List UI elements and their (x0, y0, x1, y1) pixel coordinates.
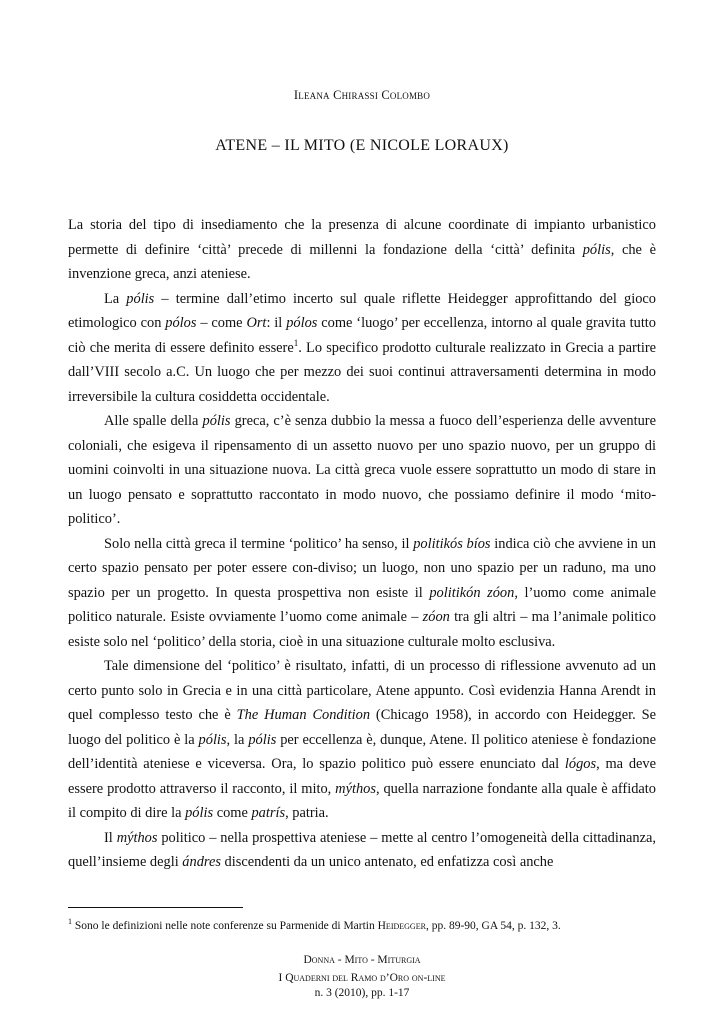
text-run: , pp. 89-90, GA 54, p. 132, 3. (425, 920, 561, 932)
footnote-rule (68, 907, 243, 908)
paragraph (68, 409, 656, 532)
text-run: indica ciò che avviene in un certo spazio pensato per poter essere con-diviso; un luogo, non uno spazio per un raduno, ma uno spazio per un progetto. In questa prospettiva non esiste il (68, 535, 656, 601)
text-run: discendenti da un unico antenato, ed enfatizza così anche (220, 854, 554, 870)
text-run: come ‘luogo’ per eccellenza, intorno al quale gravita tutto ciò che merita di essere definito essere (68, 315, 657, 356)
italic-term: The Human Condition (236, 707, 371, 723)
text-run: Sono le definizioni nelle note conferenze su Parmenide di Martin (72, 920, 378, 932)
text-run: come (213, 805, 252, 821)
paragraph (68, 213, 656, 287)
text-run: , la (226, 731, 249, 748)
text-run: – come (196, 315, 247, 331)
text-run: (Chicago 1958), in accordo con Heidegger. Se luogo del politico è la (68, 707, 656, 748)
text-run: , l’uomo come animale politico naturale. Esiste ovviamente l’uomo come animale – (68, 584, 656, 625)
italic-term: Ort (246, 315, 267, 331)
text-run: – termine dall’etimo incerto sul quale riflette Heidegger approfittando del gioco etimologico con (68, 290, 657, 331)
italic-term: pólis (185, 805, 214, 821)
italic-term: pólis (202, 413, 231, 429)
text-run: , che è invenzione greca, anzi ateniese. (68, 241, 656, 282)
footnote-ref: 1 (68, 917, 72, 927)
italic-term: politikós bíos (413, 535, 491, 552)
text-run: greca, c’è senza dubbio la messa a fuoco dell’esperienza delle avventure coloniali, che esigeva il ripensamento di un assetto nuovo per uno spazio nuovo, per un gruppo di uomini coinvolti in una situazione nuova. La città greca vuole essere soprattutto un modo di stare in un luogo pensato e soprattutto raccontato in modo nuovo, che possiamo definire il modo ‘mito-politico’. (68, 413, 656, 527)
paragraph (68, 532, 656, 655)
italic-term: pólis (198, 731, 227, 748)
footnote-ref: 1 (293, 337, 299, 348)
text-run: . Lo specifico prodotto culturale realizzato in Grecia a partire dall’VIII secolo a.C. Un luogo che per mezzo dei suoi continui attraversamenti determina in modo irreversibile la cultura cosiddetta occidentale. (68, 339, 656, 405)
article-body (68, 213, 656, 875)
footer-series-title: Donna - Mito - Miturgia (303, 954, 421, 966)
italic-term: mýthos (116, 829, 158, 846)
italic-term: pólis (248, 731, 277, 748)
italic-term: patrís (251, 805, 286, 821)
text-run: Tale dimensione del ‘politico’ è risultato, infatti, di un processo di riflessione avvenuto ad un certo punto solo in Grecia e in una città particolare, Atene appunto. Così evidenzia Hanna Arendt in quel complesso testo che è (68, 658, 656, 723)
italic-term: ándres (182, 854, 221, 870)
text-run: Solo nella città greca il termine ‘politico’ ha senso, il (104, 535, 414, 552)
paragraph (68, 826, 656, 875)
italic-term: lógos (564, 756, 597, 772)
text-run: tra gli altri – ma l’animale politico esiste solo nel ‘politico’ della storia, cioè in una situazione culturale molto esclusiva. (68, 609, 657, 650)
text-run: politico – nella prospettiva ateniese – mette al centro l’omogeneità della cittadinanza, quell’insieme degli (68, 829, 657, 870)
paragraph (68, 287, 656, 410)
article-title: ATENE – IL MITO (E NICOLE LORAUX) (215, 137, 509, 154)
text-run: , quella narrazione fondante alla quale è affidato il compito di dire la (68, 780, 656, 821)
text-run: Heidegger (377, 920, 426, 932)
text-run: , ma deve essere prodotto attraverso il racconto, il mito, (68, 756, 656, 797)
paragraph (68, 654, 656, 826)
italic-term: politikón zóon (429, 584, 515, 601)
text-run: per eccellenza è, dunque, Atene. Il politico ateniese è fondazione dell’identità ateniese e viceversa. Ora, lo spazio politico può essere enunciato dal (68, 731, 656, 772)
italic-term: pólos (286, 315, 318, 331)
footer-journal-name: I Quaderni del Ramo d’Oro on-line (278, 972, 446, 984)
text-run: Alle spalle della (104, 413, 203, 429)
italic-term: zóon (422, 609, 450, 625)
text-run: , patria. (285, 805, 329, 821)
footer-issue-info: n. 3 (2010), pp. 1-17 (314, 987, 410, 999)
italic-term: mýthos (335, 780, 376, 797)
italic-term: pólos (165, 315, 197, 331)
text-run: La (104, 290, 127, 307)
text-run: La storia del tipo di insediamento che la presenza di alcune coordinate di impianto urbanistico permette di definire ‘città’ precede di millenni la fondazione della ‘città’ definita (68, 217, 656, 258)
author-name: Ileana Chirassi Colombo (293, 88, 431, 102)
text-run: : il (266, 315, 287, 331)
footnote (68, 919, 668, 934)
text-run: Il (104, 829, 117, 846)
italic-term: pólis (582, 241, 611, 258)
italic-term: pólis (126, 290, 155, 307)
